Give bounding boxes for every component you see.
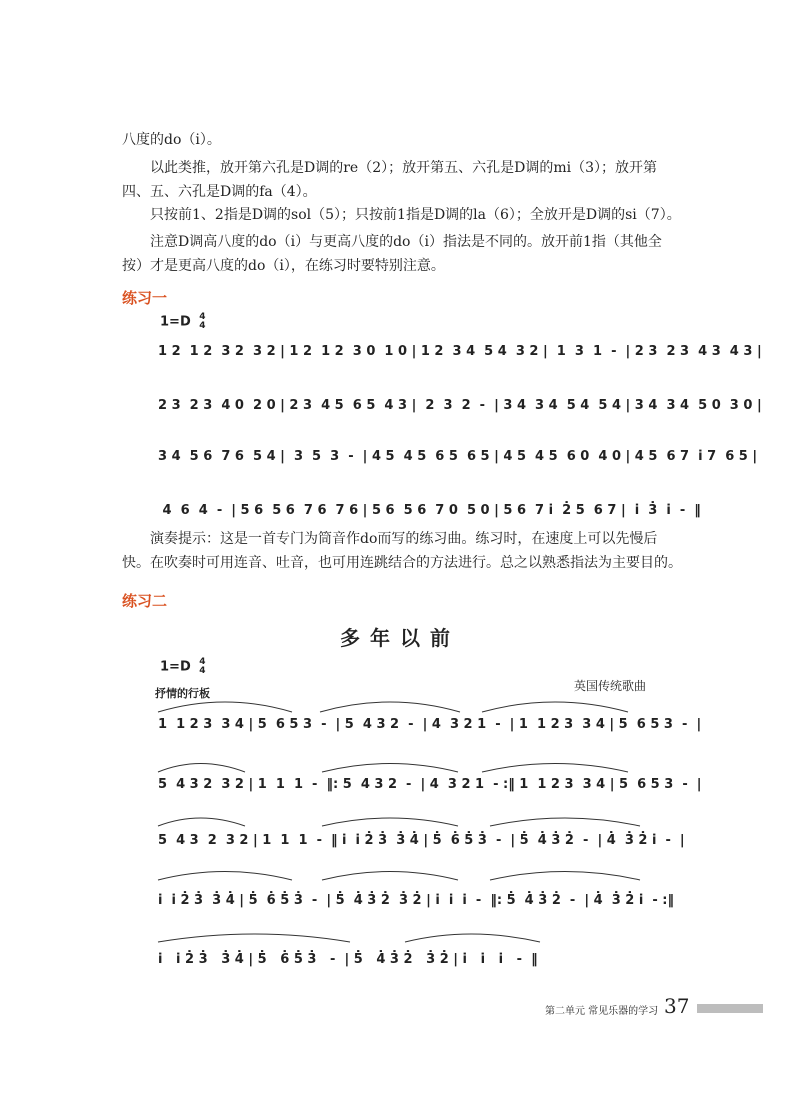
exercise-2-line-2: 5 4 3 2 3 2 | 1 1 1 - ‖: 5 4 3 2 - | 4 3 2 1 - :‖ 1 1 2 3 3 4 | 5 6 5 3 - |: [158, 777, 702, 792]
time-numerator: 4: [199, 657, 206, 667]
exercise-2-line-3: 5 4 3 2 3 2 | 1 1 1 - ‖ i̇ i̇ 2̇ 3̇ 3̇ 4̇ | 5̇ 6̇ 5̇ 3̇ - | 5̇ 4̇ 3̇ 2̇ - | 4̇ 3̇ 2̇ i̇ - |: [158, 833, 685, 848]
song-origin: 英国传统歌曲: [574, 679, 647, 693]
footer-section: 第二单元 常见乐器的学习: [545, 1006, 659, 1017]
key-signature: 1=D: [160, 314, 191, 330]
exercise-2-line-4: i̇ i̇ 2̇ 3̇ 3̇ 4̇ | 5̇ 6̇ 5̇ 3̇ - | 5̇ 4̇ 3̇ 2̇ 3̇ 2̇ | i̇ i̇ i̇ - ‖: 5̇ 4̇ 3̇ 2̇ - | 4̇ 3̇ 2̇ i̇ - :‖: [158, 893, 675, 908]
intro-paragraph-3: 只按前1、2指是D调的sol（5）；只按前1指是D调的la（6）；全放开是D调的si（7）。: [150, 207, 681, 223]
intro-line-1: 八度的do（i̇）。: [122, 132, 221, 148]
exercise-1-line-2: 2 3 2 3 4 0 2 0 | 2 3 4 5 6 5 4 3 | 2 3 2 - | 3 4 3 4 5 4 5 4 | 3 4 3 4 5 0 3 0 |: [158, 398, 762, 413]
exercise-1-line-3: 3 4 5 6 7 6 5 4 | 3 5 3 - | 4 5 4 5 6 5 6 5 | 4 5 4 5 6 0 4 0 | 4 5 6 7 i̇ 7 6 5 |: [158, 449, 758, 464]
tempo-marking: 抒情的行板: [155, 687, 210, 700]
exercise-1-tip: 演奏提示：这是一首专门为筒音作do而写的练习曲。练习时，在速度上可以先慢后快。在吹奏时可用连音、吐音，也可用连跳结合的方法进行。总之以熟悉指法为主要目的。: [122, 531, 682, 571]
footer-bar: [697, 1004, 763, 1013]
time-denominator: 4: [199, 321, 206, 331]
key-signature: 1=D: [160, 659, 191, 675]
song-title: 多年以前: [340, 626, 460, 650]
exercise-2-line-5: i̇ i̇ 2̇ 3̇ 3̇ 4̇ | 5̇ 6̇ 5̇ 3̇ - | 5̇ 4̇ 3̇ 2̇ 3̇ 2̇ | i̇ i̇ i̇ - ‖: [158, 952, 538, 967]
time-numerator: 4: [199, 312, 206, 322]
exercise-1-line-4: 4 6 4 - | 5 6 5 6 7 6 7 6 | 5 6 5 6 7 0 5 0 | 5 6 7 i̇ 2̇ 5 6 7 | i̇ 3̇ i̇ - ‖: [158, 503, 701, 518]
exercise-1-line-1: 1 2 1 2 3 2 3 2 | 1 2 1 2 3 0 1 0 | 1 2 3 4 5 4 3 2 | 1 3 1 - | 2 3 2 3 4 3 4 3 |: [158, 344, 762, 359]
intro-paragraph-2: 以此类推，放开第六孔是D调的re（2）；放开第五、六孔是D调的mi（3）；放开第四、五、六孔是D调的fa（4）。: [122, 160, 657, 200]
page-number: 37: [664, 994, 690, 1018]
intro-paragraph-4: 注意D调高八度的do（i̇）与更高八度的do（i̇̇）指法是不同的。放开前1指（其他全按）才是更高八度的do（i̇̇），在练习时要特别注意。: [122, 234, 662, 274]
time-denominator: 4: [199, 666, 206, 676]
exercise-2-line-1: 1 1 2 3 3 4 | 5 6 5 3 - | 5 4 3 2 - | 4 3 2 1 - | 1 1 2 3 3 4 | 5 6 5 3 - |: [158, 717, 702, 732]
exercise-1-heading: 练习一: [122, 289, 168, 307]
exercise-2-heading: 练习二: [122, 592, 168, 610]
